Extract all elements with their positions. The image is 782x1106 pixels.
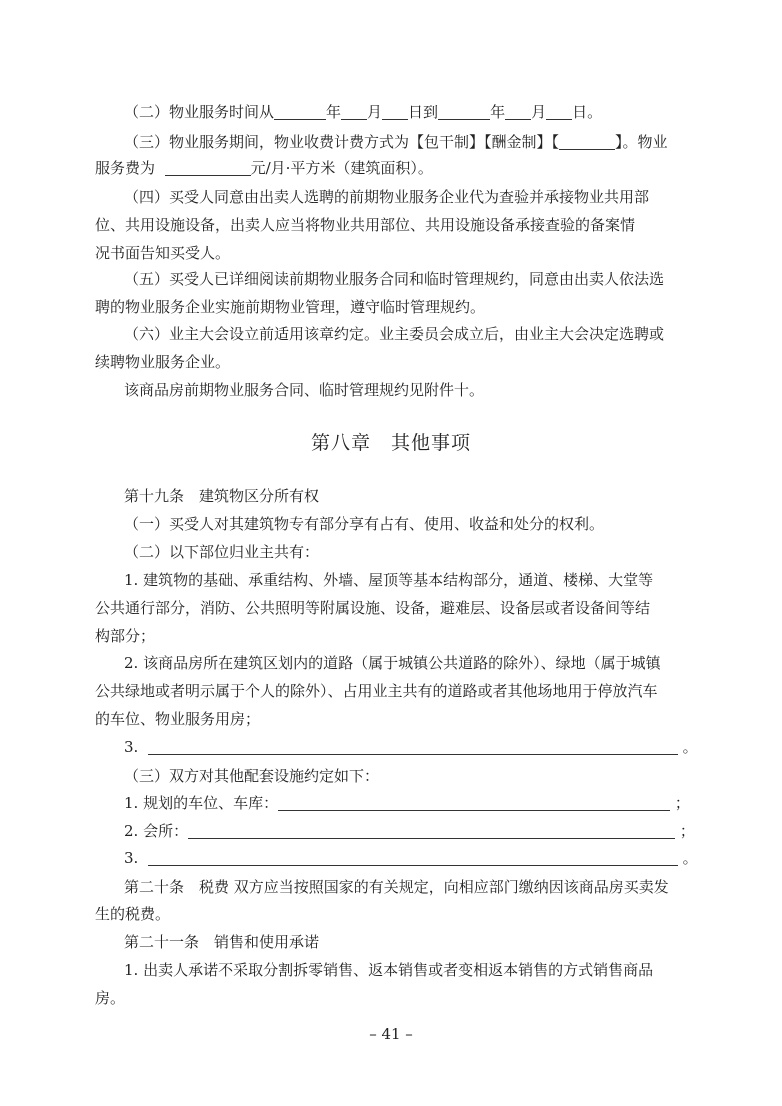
article-19-sec1: （一）买受人对其建筑物专有部分享有占有、使用、收益和处分的权利。 xyxy=(124,515,605,533)
text: 服务费为 xyxy=(95,159,156,177)
sec5-line1: （五）买受人已详细阅读前期物业服务合同和临时管理规约，同意由出卖人依法选 xyxy=(124,270,665,288)
text: 。 xyxy=(682,849,698,867)
sec4-line2: 位、共用设施设备，出卖人应当将物业共用部位、共用设施设备承接查验的备案情 xyxy=(95,216,636,234)
text: ； xyxy=(674,794,690,812)
text: 。 xyxy=(682,738,698,756)
text: 日。 xyxy=(572,103,603,121)
text: 1. 规划的车位、车库： xyxy=(124,794,279,812)
sec4-line1: （四）买受人同意由出卖人选聘的前期物业服务企业代为查验并承接物业共用部 xyxy=(124,188,650,206)
item3-line xyxy=(124,736,698,758)
text: 】。物业 xyxy=(615,133,668,151)
chapter-heading: 第八章 其他事项 xyxy=(310,432,471,454)
text: （二）物业服务时间从 xyxy=(124,103,275,121)
facility1-line xyxy=(124,792,690,814)
text: （三）物业服务期间，物业收费计费方式为【包干制】【酬金制】【 xyxy=(124,133,560,151)
article-21-line2: 房。 xyxy=(95,989,126,1007)
blank-fee-amount xyxy=(165,159,251,176)
item2-line1: 2. 该商品房所在建筑区划内的道路（属于城镇公共道路的除外）、绿地（属于城镇 xyxy=(124,654,661,672)
article-20-line1: 第二十条 税费 双方应当按照国家的有关规定，向相应部门缴纳因该商品房买卖发 xyxy=(124,878,669,896)
sec6-line1: （六）业主大会设立前适用该章约定。业主委员会成立后，由业主大会决定选聘或 xyxy=(124,325,665,343)
sec3-line1 xyxy=(124,131,687,153)
text: ； xyxy=(679,822,695,840)
blank-facility3 xyxy=(148,849,678,866)
blank-year-to xyxy=(438,103,490,120)
blank-month-to xyxy=(505,103,531,120)
article-19-sec2: （二）以下部位归业主共有： xyxy=(124,543,320,561)
blank-item3 xyxy=(148,738,678,755)
blank-day-from xyxy=(382,103,408,120)
text: 元/月·平方米（建筑面积）。 xyxy=(250,159,433,177)
sec5-line2: 聘的物业服务企业实施前期物业管理，遵守临时管理规约。 xyxy=(95,298,486,316)
blank-fee-method xyxy=(559,133,615,150)
page-number: – 41 – xyxy=(369,1025,413,1043)
facility3-line xyxy=(124,847,698,869)
text: 日到 xyxy=(408,103,439,121)
item2-line2: 公共绿地或者明示属于个人的除外）、占用业主共有的道路或者其他场地用于停放汽车 xyxy=(95,682,658,700)
text: 年 xyxy=(490,103,506,121)
article-19-sec3: （三）双方对其他配套设施约定如下： xyxy=(124,767,380,785)
blank-clubhouse xyxy=(188,822,675,839)
text: 2. 会所： xyxy=(124,822,189,840)
article-21-line1: 1. 出卖人承诺不采取分割拆零销售、返本销售或者变相返本销售的方式销售商品 xyxy=(124,961,654,979)
blank-day-to xyxy=(546,103,572,120)
text: 年 xyxy=(326,103,342,121)
attachment-note: 该商品房前期物业服务合同、临时管理规约见附件十。 xyxy=(124,381,485,399)
item1-line1: 1. 建筑物的基础、承重结构、外墙、屋顶等基本结构部分，通道、楼梯、大堂等 xyxy=(124,571,654,589)
sec3-line2 xyxy=(95,157,687,179)
blank-month-from xyxy=(341,103,367,120)
text: 月 xyxy=(531,103,547,121)
sec6-line2: 续聘物业服务企业。 xyxy=(95,353,231,371)
facility2-line xyxy=(124,820,695,842)
item1-line2: 公共通行部分，消防、公共照明等附属设施、设备，避难层、设备层或者设备间等结 xyxy=(95,599,651,617)
blank-year-from xyxy=(274,103,326,120)
item1-line3: 构部分； xyxy=(95,627,156,645)
sec2-line xyxy=(124,101,687,123)
article-20-line2: 生的税费。 xyxy=(95,905,171,923)
text: 月 xyxy=(367,103,383,121)
article-19-title: 第十九条 建筑物区分所有权 xyxy=(124,487,320,505)
sec4-line3: 况书面告知买受人。 xyxy=(95,244,231,262)
article-21-title: 第二十一条 销售和使用承诺 xyxy=(124,933,320,951)
blank-parking xyxy=(278,794,670,811)
text: 3. xyxy=(124,738,139,756)
text: 3. xyxy=(124,849,139,867)
item2-line3: 的车位、物业服务用房； xyxy=(95,710,261,728)
